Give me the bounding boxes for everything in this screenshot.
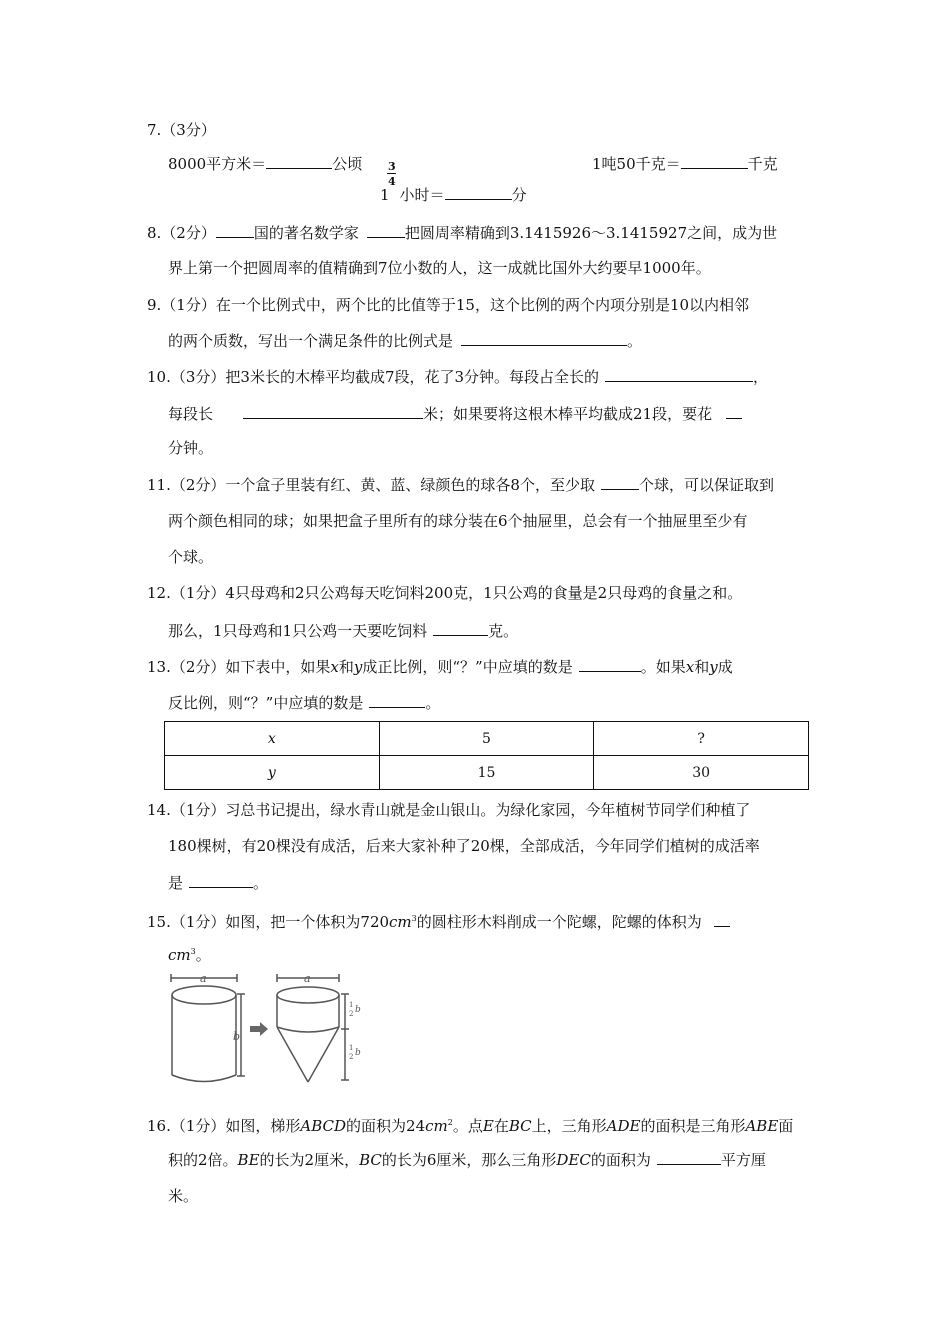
- q16-text-9: 的长为2厘米，: [259, 1151, 360, 1169]
- q16-ade: ADE: [606, 1117, 641, 1135]
- q10-blank-length[interactable]: [243, 403, 423, 419]
- q12-line-1: 12.（1分）4只母鸡和2只公鸡每天吃饲料200克，1只公鸡的食量是2只母鸡的食量之和。: [147, 584, 743, 602]
- q11-line-1: [147, 474, 774, 495]
- q16-unit: cm: [425, 1117, 448, 1135]
- top-upper-ellipse: [277, 987, 339, 1003]
- q15-line-1: [147, 909, 730, 932]
- q9-line-1: 9.（1分）在一个比例式中，两个比的比值等于15，这个比例的两个内项分别是10以内相邻: [147, 296, 750, 314]
- q11-blank-1[interactable]: [601, 474, 639, 490]
- q13-var-y: y: [353, 658, 363, 676]
- q16-text-2: 的面积为24: [346, 1117, 426, 1135]
- q7-item-a: [168, 153, 362, 174]
- q7-fraction-denominator: 4: [388, 175, 396, 188]
- cylinder-bottom-arc: [172, 1075, 236, 1082]
- q15-cylinder-top-figure: [164, 972, 374, 1090]
- q10-comma: ，: [753, 368, 769, 386]
- q16-text-4: 在: [493, 1117, 509, 1135]
- label-b-1: b: [233, 1030, 241, 1043]
- q16-line-2: [168, 1149, 766, 1170]
- label-half-num-2: 1: [349, 1044, 354, 1052]
- q16-text-5: 上，三角形: [531, 1117, 607, 1135]
- q16-text-10: 的长为6厘米，那么三角形: [381, 1151, 557, 1169]
- q7-b-unit: 千克: [747, 155, 778, 173]
- q7-b-text: 1吨50千克＝: [592, 155, 681, 173]
- q8-blank-country[interactable]: [216, 222, 254, 238]
- q10-text-3: 米；如果要将这根木棒平均截成21段，要花: [423, 405, 713, 423]
- table-cell: 5: [379, 722, 594, 756]
- q16-bc: BC: [508, 1117, 532, 1135]
- q15-line-2: [168, 942, 211, 965]
- q15-sup: 3: [411, 914, 417, 923]
- q8-text-mid: 国的著名数学家: [253, 224, 359, 242]
- q13-var-y-2: y: [709, 658, 718, 676]
- q15-blank[interactable]: [714, 911, 730, 927]
- q15-text-2: 的圆柱形木料削成一个陀螺，陀螺的体积为: [416, 913, 702, 931]
- q9-end: 。: [627, 332, 643, 350]
- q7-c-unit: 分: [511, 186, 527, 204]
- q9-line-2: [168, 330, 642, 351]
- label-a-2: a: [304, 972, 311, 985]
- arrow-icon: [250, 1022, 268, 1036]
- q10-line-3: 分钟。: [168, 439, 214, 457]
- q15-end: 。: [195, 946, 211, 964]
- q16-text-1: 16.（1分）如图，梯形: [147, 1117, 301, 1135]
- q13-blank-2[interactable]: [369, 692, 425, 708]
- table-cell: 15: [379, 756, 594, 790]
- q11-line-3: 个球。: [168, 548, 214, 566]
- table-cell: [165, 756, 380, 790]
- q12-unit: 克。: [488, 622, 519, 640]
- q10-text-1: 10.（3分）把3米长的木棒平均截成7段，花了3分钟。每段占全长的: [147, 368, 600, 386]
- q15-unit-2: cm: [168, 946, 191, 964]
- label-half-den-1: 2: [349, 1010, 354, 1018]
- q9-blank[interactable]: [461, 330, 627, 346]
- q13-text-2: 成正比例，则“？”中应填的数是: [362, 658, 573, 676]
- q14-blank[interactable]: [189, 872, 253, 888]
- q13-var-x: x: [330, 658, 339, 676]
- q11-text-2: 个球，可以保证取到: [638, 476, 774, 494]
- q16-line-1: [147, 1113, 793, 1136]
- q13-text-4: 成: [717, 658, 733, 676]
- q15-unit: cm: [389, 913, 412, 931]
- label-b-2: b: [355, 1005, 361, 1015]
- q14-text: 是: [168, 874, 184, 892]
- cylinder-top-ellipse: [172, 986, 236, 1004]
- table-row: [165, 722, 809, 756]
- q10-blank-fraction[interactable]: [605, 366, 753, 382]
- q7-a-blank[interactable]: [266, 153, 332, 169]
- q16-text-8: 积的2倍。: [168, 1151, 238, 1169]
- q10-blank-time[interactable]: [726, 403, 742, 419]
- q7-item-b: [592, 153, 778, 174]
- q10-line-1: [147, 366, 768, 387]
- q8-line-1: [147, 222, 777, 243]
- label-b-3: b: [355, 1048, 361, 1058]
- q13-line-2: [168, 692, 440, 713]
- cell-x: x: [267, 730, 276, 747]
- q16-text-3: 。点: [452, 1117, 483, 1135]
- q9-text: 的两个质数，写出一个满足条件的比例式是: [168, 332, 454, 350]
- q7-item-c: [380, 184, 527, 205]
- q7-b-blank[interactable]: [681, 153, 748, 169]
- q13-text-3: 。如果: [640, 658, 686, 676]
- q16-text-7: 面: [778, 1117, 794, 1135]
- q7-c-blank[interactable]: [445, 184, 512, 200]
- q7-heading: 7.（3分）: [147, 121, 216, 139]
- q13-blank-1[interactable]: [579, 656, 641, 672]
- q16-sup: 2: [447, 1118, 453, 1127]
- q16-e: E: [482, 1117, 494, 1135]
- q8-blank-name[interactable]: [367, 222, 405, 238]
- table-cell: 30: [594, 756, 809, 790]
- label-half-num-1: 1: [349, 1001, 354, 1009]
- q16-abcd: ABCD: [300, 1117, 347, 1135]
- q13-text-5: 反比例，则“？”中应填的数是: [168, 694, 364, 712]
- q13-text-1: 13.（2分）如下表中，如果: [147, 658, 331, 676]
- q16-text-6: 的面积是三角形: [640, 1117, 746, 1135]
- q13-and: 和: [338, 658, 354, 676]
- q16-be: BE: [237, 1151, 260, 1169]
- q8-line-2: 界上第一个把圆周率的值精确到7位小数的人，这一成就比国外大约要早1000年。: [168, 259, 711, 277]
- q16-abe: ABE: [745, 1117, 779, 1135]
- q8-head: 8.（2分）: [147, 224, 216, 242]
- q13-end: 。: [425, 694, 441, 712]
- q15-sup-2: 3: [190, 947, 196, 956]
- cone-side-right: [308, 1027, 339, 1082]
- q14-line-3: [168, 872, 268, 893]
- table-row: [165, 756, 809, 790]
- q16-text-12: 平方厘: [720, 1151, 766, 1169]
- cell-y: y: [267, 764, 276, 781]
- q13-line-1: [147, 656, 733, 677]
- table-cell: [165, 722, 380, 756]
- q7-a-unit: 公顷: [332, 155, 363, 173]
- q11-line-2: 两个颜色相同的球；如果把盒子里所有的球分装在6个抽屉里，总会有一个抽屉里至少有: [168, 512, 748, 530]
- label-a-1: a: [200, 972, 207, 985]
- q10-line-2: [168, 403, 742, 424]
- q10-text-2: 每段长: [168, 405, 214, 423]
- q12-blank[interactable]: [433, 620, 488, 636]
- q12-text: 那么，1只母鸡和1只公鸡一天要吃饲料: [168, 622, 428, 640]
- q16-line-3: 米。: [168, 1187, 199, 1205]
- q7-fraction-bar: [387, 173, 396, 174]
- q16-text-11: 的面积为: [590, 1151, 651, 1169]
- q16-dec: DEC: [556, 1151, 591, 1169]
- cone-side-left: [277, 1027, 308, 1082]
- q13-and-2: 和: [694, 658, 710, 676]
- q16-blank[interactable]: [657, 1149, 721, 1165]
- q16-bc-2: BC: [359, 1151, 382, 1169]
- q7-c-whole: 1: [380, 186, 390, 204]
- q12-line-2: [168, 620, 518, 641]
- q15-text-1: 15.（1分）如图，把一个体积为720: [147, 913, 390, 931]
- q14-line-1: 14.（1分）习总书记提出，绿水青山就是金山银山。为绿化家园，今年植树节同学们种植了: [147, 801, 751, 819]
- q14-end: 。: [253, 874, 269, 892]
- q13-table: [164, 721, 809, 790]
- q7-a-text: 8000平方米＝: [168, 155, 267, 173]
- table-cell: ?: [594, 722, 809, 756]
- q13-var-x-2: x: [685, 658, 695, 676]
- q14-line-2: 180棵树，有20棵没有成活，后来大家补种了20棵，全部成活，今年同学们植树的成活率: [168, 837, 760, 855]
- q11-text-1: 11.（2分）一个盒子里装有红、黄、蓝、绿颜色的球各8个，至少取: [147, 476, 595, 494]
- q8-text-post: 把圆周率精确到3.1415926～3.1415927之间，成为世: [404, 224, 778, 242]
- q7-fraction-numerator: 3: [388, 160, 396, 173]
- q7-c-text: 小时＝: [399, 186, 445, 204]
- label-half-den-2: 2: [349, 1053, 354, 1061]
